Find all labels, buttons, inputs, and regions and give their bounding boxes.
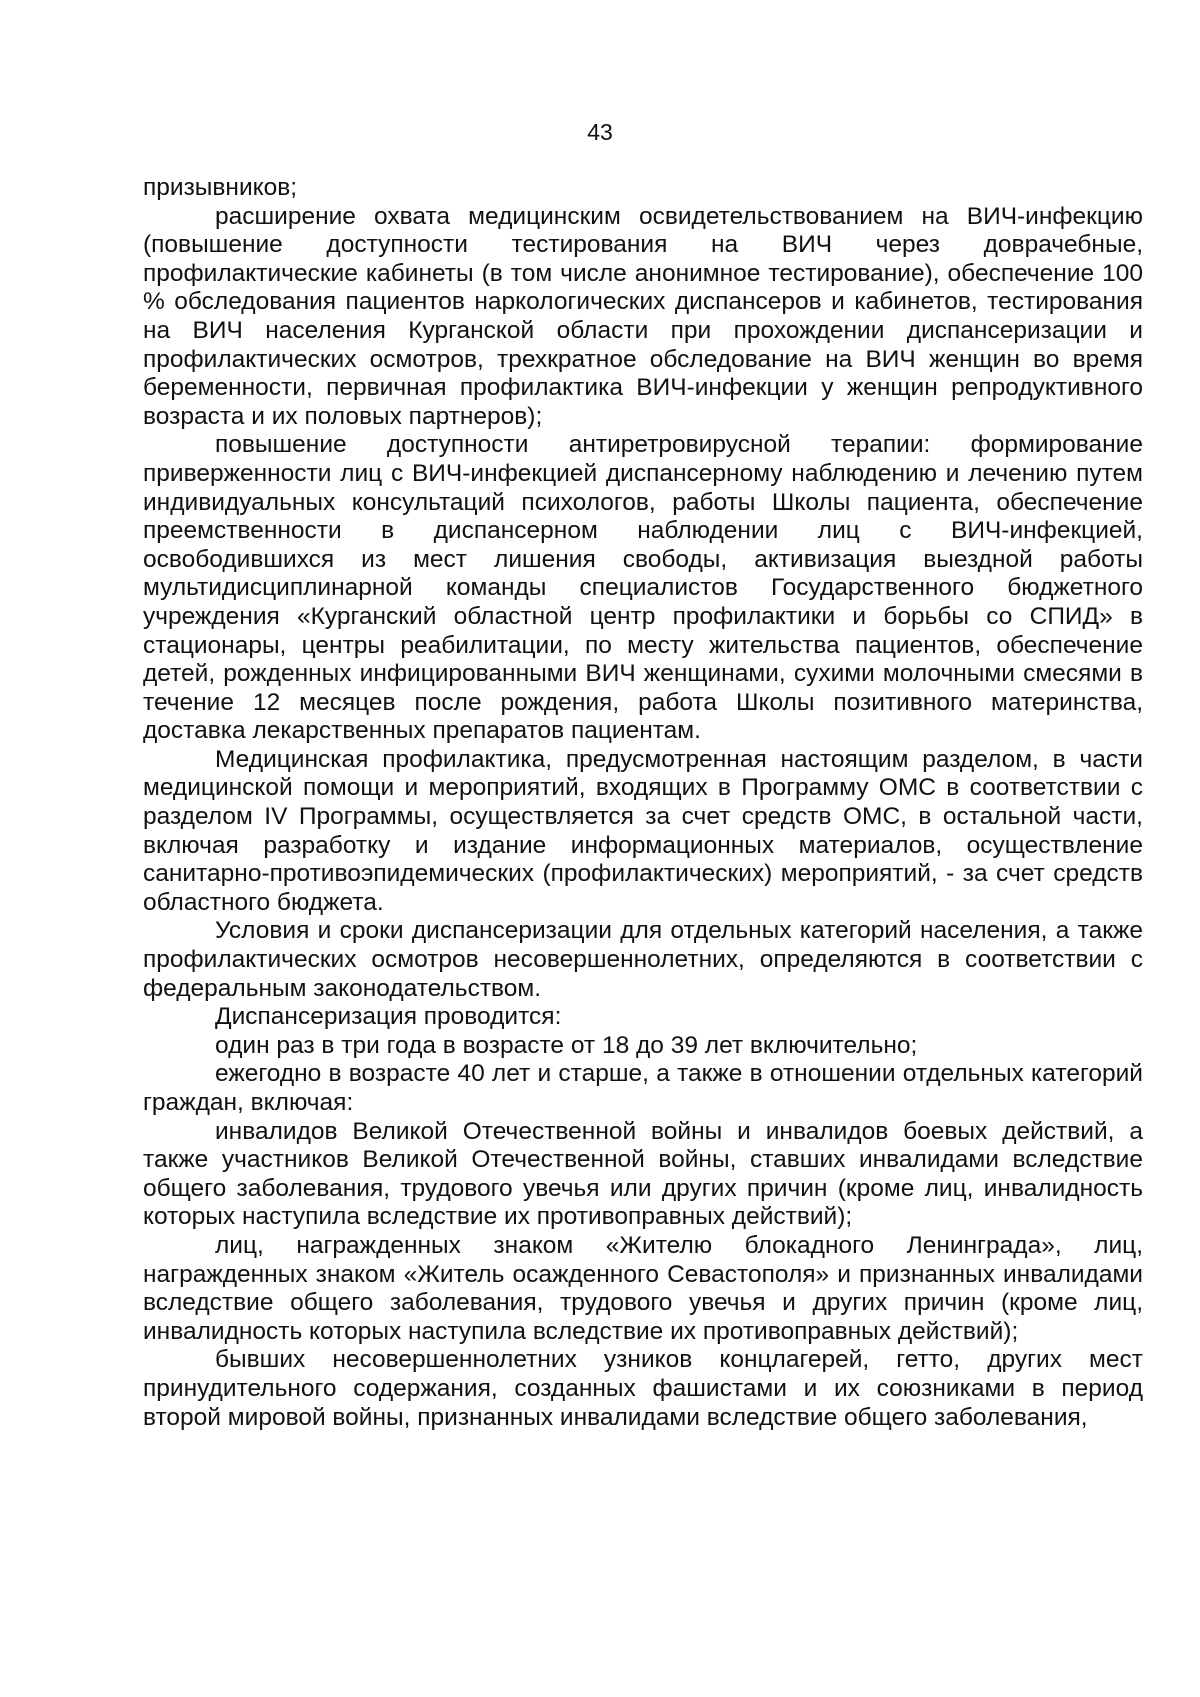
paragraph: Медицинская профилактика, предусмотренная настоящим разделом, в части медицинской помощи и мероприятий, входящих в Программу ОМС в соответствии с разделом IV Программы, осуществляется за счет средств ОМС, в остальной части, включая разработку и издание информационных материалов, осуществление санитарно-противоэпидемических (профилактических) мероприятий, - за счет средств областного бюджета. bbox=[143, 745, 1143, 916]
paragraph: расширение охвата медицинским освидетельствованием на ВИЧ-инфекцию (повышение доступности тестирования на ВИЧ через доврачебные, профилактические кабинеты (в том числе анонимное тестирование), обеспечение 100 % обследования пациентов наркологических диспансеров и кабинетов, тестирования на ВИЧ населения Курганской области при прохождении диспансеризации и профилактических осмотров, трехкратное обследование на ВИЧ женщин во время беременности, первичная профилактика ВИЧ-инфекции у женщин репродуктивного возраста и их половых партнеров); bbox=[143, 202, 1143, 430]
paragraph: Диспансеризация проводится: bbox=[215, 1003, 562, 1031]
paragraph: повышение доступности антиретровирусной терапии: формирование приверженности лиц с ВИЧ-инфекцией диспансерному наблюдению и лечению путем индивидуальных консультаций психологов, работы Школы пациента, обеспечение преемственности в диспансерном наблюдении лиц с ВИЧ-инфекцией, освободившихся из мест лишения свободы, активизация выездной работы мультидисциплинарной команды специалистов Государственного бюджетного учреждения «Курганский областной центр профилактики и борьбы со СПИД» в стационары, центры реабилитации, по месту жительства пациентов, обеспечение детей, рожденных инфицированными ВИЧ женщинами, сухими молочными смесями в течение 12 месяцев после рождения, работа Школы позитивного материнства, доставка лекарственных препаратов пациентам. bbox=[143, 431, 1143, 745]
page-number: 43 bbox=[587, 119, 613, 145]
paragraph: инвалидов Великой Отечественной войны и инвалидов боевых действий, а также участников Великой Отечественной войны, ставших инвалидами вследствие общего заболевания, трудового увечья или других причин (кроме лиц, инвалидность которых наступила вследствие их противоправных действий); bbox=[143, 1117, 1143, 1231]
paragraph: бывших несовершеннолетних узников концлагерей, гетто, других мест принудительного содержания, созданных фашистами и их союзниками в период второй мировой войны, признанных инвалидами вследствие общего заболевания, bbox=[143, 1346, 1143, 1431]
paragraph: призывников; bbox=[143, 174, 298, 201]
paragraph: лиц, награжденных знаком «Жителю блокадного Ленинграда», лиц, награжденных знаком «Житель осажденного Севастополя» и признанных инвалидами вследствие общего заболевания, трудового увечья и других причин (кроме лиц, инвалидность которых наступила вследствие их противоправных действий); bbox=[143, 1231, 1143, 1345]
document-body bbox=[143, 174, 1143, 1432]
paragraph: один раз в три года в возрасте от 18 до 39 лет включительно; bbox=[215, 1031, 918, 1059]
paragraph: ежегодно в возрасте 40 лет и старше, а также в отношении отдельных категорий граждан, включая: bbox=[143, 1060, 1143, 1116]
paragraph: Условия и сроки диспансеризации для отдельных категорий населения, а также профилактических осмотров несовершеннолетних, определяются в соответствии с федеральным законодательством. bbox=[143, 917, 1143, 1002]
